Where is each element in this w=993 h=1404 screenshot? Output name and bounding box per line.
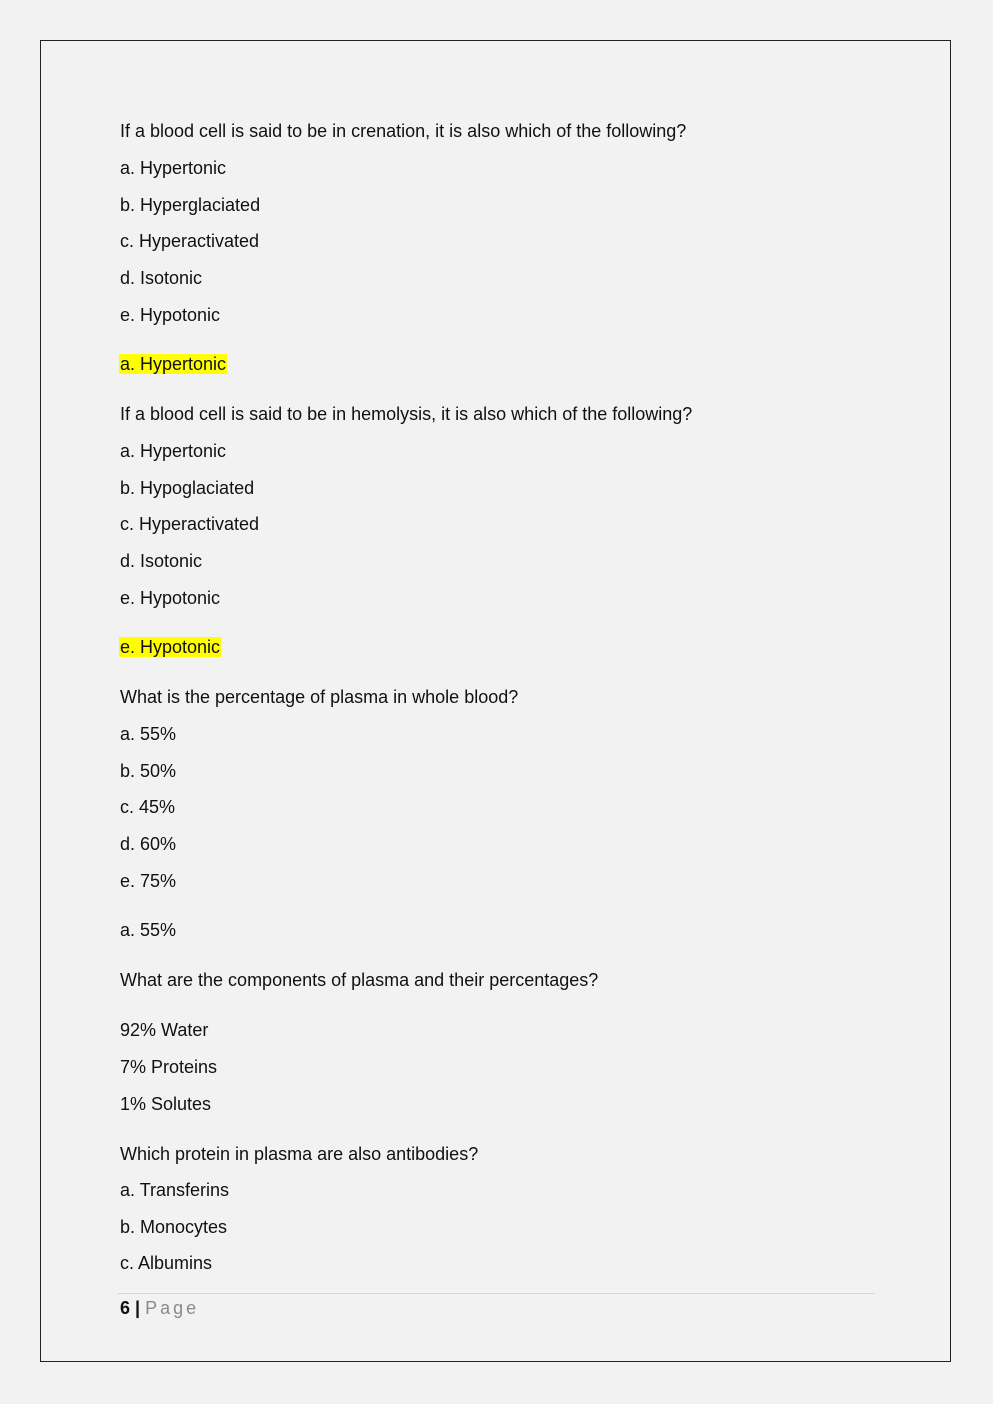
question-5-option-b: b. Monocytes [120, 1217, 228, 1237]
question-5-text: Which protein in plasma are also antibodies? [120, 1144, 479, 1164]
question-2-answer [120, 636, 221, 658]
question-3-option-d: d. 60% [120, 834, 177, 854]
question-1-option-c: c. Hyperactivated [120, 231, 260, 251]
answer-highlight: e. Hypotonic [120, 637, 221, 657]
question-2-option-e: e. Hypotonic [120, 588, 221, 608]
question-2-option-a: a. Hypertonic [120, 441, 227, 461]
page-label: Page [145, 1298, 200, 1318]
question-1-option-d: d. Isotonic [120, 268, 203, 288]
question-5-option-a: a. Transferins [120, 1180, 230, 1200]
question-4-answer-water: 92% Water [120, 1020, 209, 1040]
question-1-option-a: a. Hypertonic [120, 158, 227, 178]
question-2-option-b: b. Hypoglaciated [120, 478, 255, 498]
question-3-option-a: a. 55% [120, 724, 177, 744]
question-5-option-c: c. Albumins [120, 1253, 213, 1273]
question-3-option-b: b. 50% [120, 761, 177, 781]
question-1-text: If a blood cell is said to be in crenation, it is also which of the following? [120, 121, 687, 141]
question-2-option-d: d. Isotonic [120, 551, 203, 571]
question-3-answer: a. 55% [120, 920, 177, 940]
question-1-option-b: b. Hyperglaciated [120, 195, 261, 215]
footer-divider [118, 1293, 875, 1294]
page-number: 6 [120, 1298, 131, 1318]
question-3-option-c: c. 45% [120, 797, 176, 817]
answer-highlight: a. Hypertonic [120, 354, 227, 374]
question-2-text: If a blood cell is said to be in hemolysis, it is also which of the following? [120, 404, 693, 424]
footer-separator: | [135, 1298, 141, 1318]
question-4-answer-proteins: 7% Proteins [120, 1057, 218, 1077]
question-3-option-e: e. 75% [120, 871, 177, 891]
question-2-option-c: c. Hyperactivated [120, 514, 260, 534]
question-3-text: What is the percentage of plasma in whole blood? [120, 687, 519, 707]
page-footer [120, 1297, 199, 1319]
question-4-text: What are the components of plasma and their percentages? [120, 970, 599, 990]
question-1-option-e: e. Hypotonic [120, 305, 221, 325]
question-1-answer [120, 353, 227, 375]
question-4-answer-solutes: 1% Solutes [120, 1094, 212, 1114]
